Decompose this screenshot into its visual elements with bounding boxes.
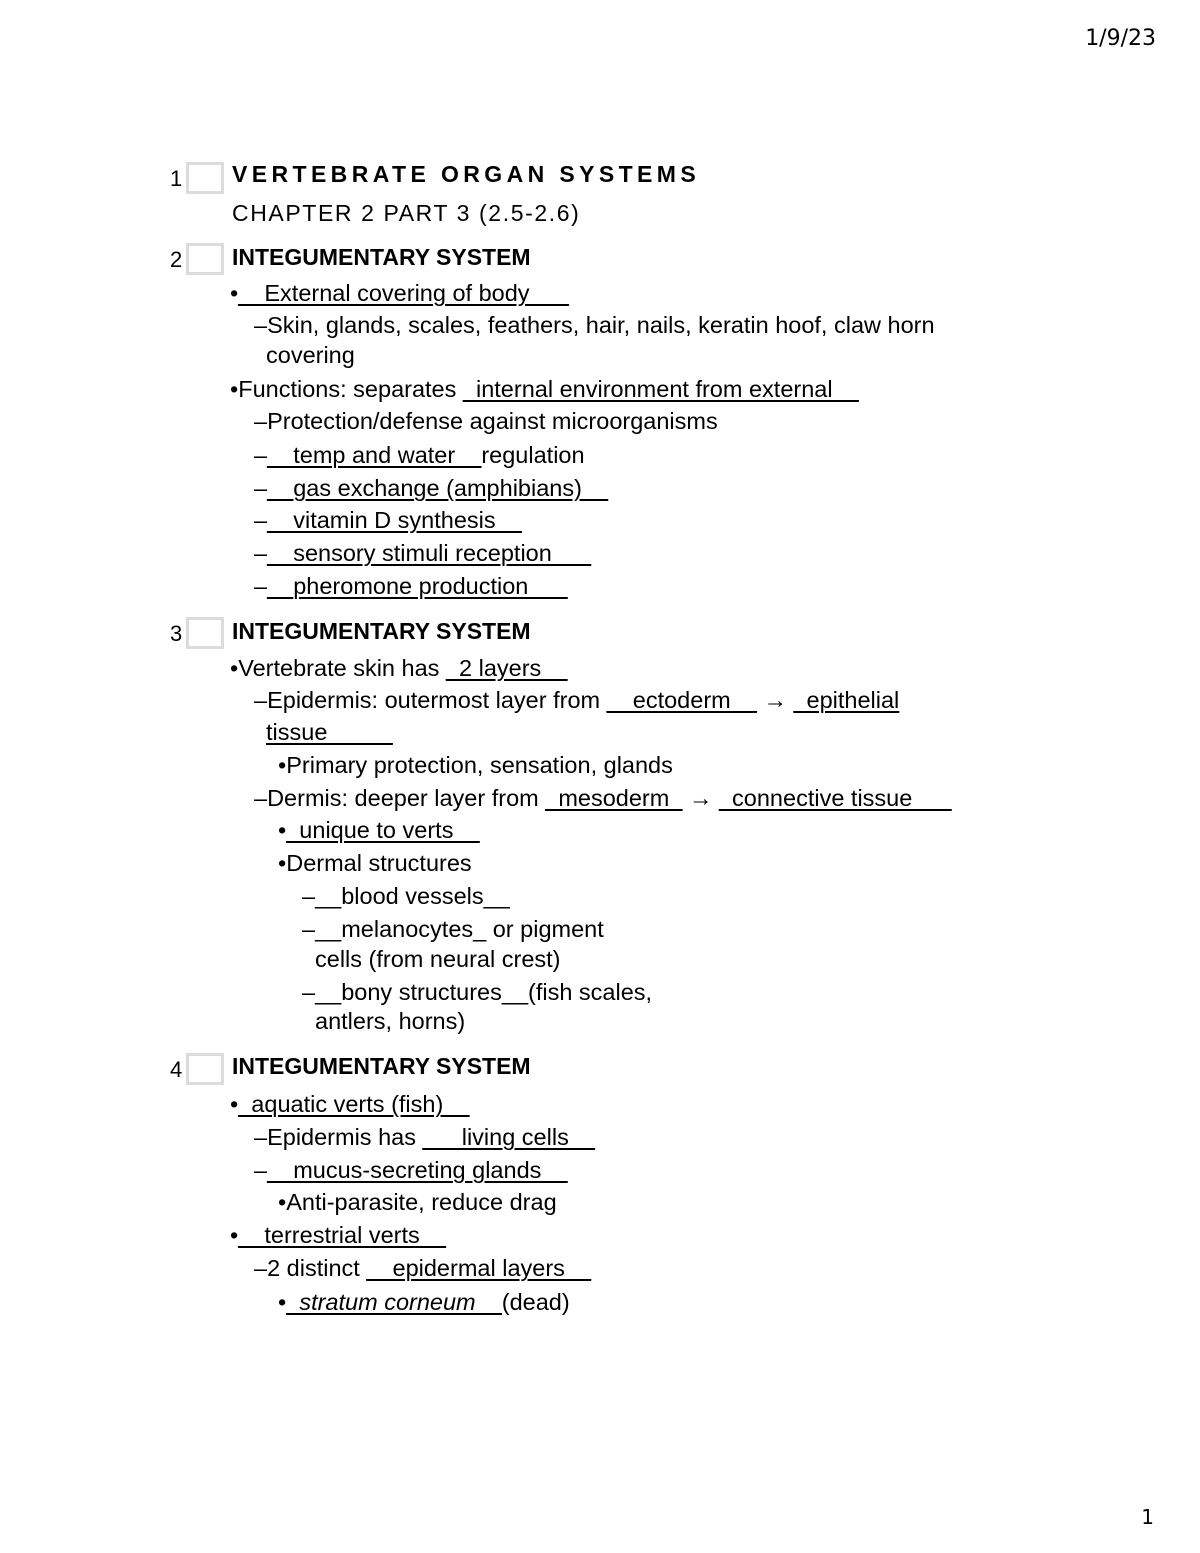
outline-line (278, 1189, 557, 1216)
outline-line (230, 1091, 469, 1118)
text-run: __pheromone production___ (267, 573, 568, 599)
text-run: _aquatic verts (fish)__ (238, 1091, 470, 1117)
bullet-marker: – (254, 687, 268, 713)
bullet-marker: • (230, 280, 239, 306)
outline-line (254, 785, 952, 812)
outline-line (254, 442, 585, 469)
text-run: _2 layers__ (445, 655, 568, 681)
text-run: _epithelial (793, 687, 900, 713)
outline-line (254, 475, 608, 502)
text-run: Epidermis: outermost layer from (267, 687, 607, 713)
text-run: regulation (481, 442, 585, 468)
bullet-marker: – (254, 1124, 268, 1150)
text-run: Epidermis has (267, 1124, 423, 1150)
text-run: Anti-parasite, reduce drag (286, 1189, 557, 1215)
text-run: Protection/defense against microorganisms (267, 408, 718, 434)
outline-line (230, 376, 859, 403)
text-run: covering (266, 342, 355, 368)
bullet-marker: – (254, 442, 268, 468)
bullet-marker: • (278, 850, 287, 876)
bullet-marker: – (254, 540, 268, 566)
outline-line (254, 1255, 591, 1282)
text-run: __gas exchange (amphibians)__ (267, 475, 609, 501)
slide-number: 4 (170, 1057, 183, 1082)
outline-line (254, 573, 568, 600)
text-run: ___living cells__ (422, 1124, 595, 1150)
text-run: Primary protection, sensation, glands (286, 752, 673, 778)
bullet-marker: – (302, 883, 316, 909)
slide-thumbnail-box (186, 162, 224, 194)
bullet-marker: • (230, 1222, 239, 1248)
text-run: __mucus-secreting glands__ (267, 1157, 568, 1183)
outline-line (278, 1289, 570, 1316)
bullet-marker: • (230, 376, 239, 402)
text-run: _mesoderm_ (545, 785, 683, 811)
text-run: antlers, horns) (315, 1008, 466, 1034)
page-date: 1/9/23 (1085, 26, 1156, 51)
page-number: 1 (1141, 1505, 1154, 1529)
bullet-marker: – (254, 1157, 268, 1183)
outline-line (254, 540, 591, 567)
text-run: tissue_____ (266, 719, 393, 745)
slide-title: VERTEBRATE ORGAN SYSTEMS (232, 161, 701, 187)
outline-line (230, 655, 567, 682)
bullet-marker: • (230, 1091, 239, 1117)
outline-line (315, 946, 561, 973)
slide-thumbnail-box (186, 243, 224, 275)
text-run: _unique to verts__ (286, 817, 480, 843)
outline-line (254, 507, 522, 534)
bullet-marker: • (278, 1289, 287, 1315)
outline-line (278, 850, 472, 877)
text-run: cells (from neural crest) (315, 946, 561, 972)
text-run: __External covering of body___ (238, 280, 569, 306)
outline-line (254, 1124, 595, 1151)
bullet-marker: • (230, 655, 239, 681)
bullet-marker: • (278, 752, 287, 778)
outline-line (254, 687, 899, 714)
text-run: __sensory stimuli reception___ (267, 540, 592, 566)
outline-line (278, 752, 673, 779)
outline-line (278, 817, 480, 844)
text-run: Functions: separates (238, 376, 463, 402)
text-run: __bony structures__(fish scales, (315, 979, 653, 1005)
outline-line (302, 979, 652, 1006)
outline-line (254, 408, 718, 435)
text-run: __terrestrial verts__ (238, 1222, 446, 1248)
bullet-marker: – (254, 475, 268, 501)
text-run: 2 distinct (267, 1255, 367, 1281)
bullet-marker: – (254, 785, 268, 811)
bullet-marker: – (254, 507, 268, 533)
outline-line (230, 1222, 446, 1249)
outline-line (266, 342, 355, 369)
outline-line (302, 916, 604, 943)
bullet-marker: – (254, 408, 268, 434)
text-run: _connective tissue___ (718, 785, 952, 811)
slide-number: 2 (170, 247, 183, 272)
slide-thumbnail-box (186, 1053, 224, 1085)
text-run: __epidermal layers__ (366, 1255, 592, 1281)
text-run: → (756, 687, 794, 713)
slide-title: INTEGUMENTARY SYSTEM (232, 618, 531, 644)
text-run: stratum corneum (299, 1289, 476, 1315)
bullet-marker: – (302, 979, 316, 1005)
outline-line (266, 719, 393, 746)
slide-title: INTEGUMENTARY SYSTEM (232, 1053, 531, 1079)
text-run: __blood vessels__ (315, 883, 510, 909)
text-run: __vitamin D synthesis__ (267, 507, 522, 533)
bullet-marker: • (278, 1189, 287, 1215)
outline-line (254, 312, 935, 339)
text-run: Dermis: deeper layer from (267, 785, 546, 811)
outline-line (254, 1157, 568, 1184)
text-run: __ (475, 1289, 502, 1315)
slide-number: 3 (170, 621, 183, 646)
text-run: __melanocytes_ or pigment (315, 916, 604, 942)
text-run: __ectoderm__ (606, 687, 757, 713)
slide-subtitle: CHAPTER 2 PART 3 (2.5-2.6) (232, 200, 581, 226)
text-run: __temp and water__ (267, 442, 482, 468)
bullet-marker: – (302, 916, 316, 942)
text-run: Vertebrate skin has (238, 655, 446, 681)
text-run: Skin, glands, scales, feathers, hair, nails, keratin hoof, claw horn (267, 312, 935, 338)
outline-line (315, 1008, 465, 1035)
text-run: _internal environment from external__ (462, 376, 859, 402)
outline-line (302, 883, 510, 910)
text-run: Dermal structures (286, 850, 472, 876)
bullet-marker: • (278, 817, 287, 843)
text-run: _ (286, 1289, 300, 1315)
slide-thumbnail-box (186, 617, 224, 649)
text-run: → (682, 785, 719, 811)
text-run: (dead) (501, 1289, 570, 1315)
bullet-marker: – (254, 312, 268, 338)
slide-number: 1 (170, 166, 183, 191)
outline-line (230, 280, 569, 307)
bullet-marker: – (254, 573, 268, 599)
slide-title: INTEGUMENTARY SYSTEM (232, 244, 531, 270)
bullet-marker: – (254, 1255, 268, 1281)
